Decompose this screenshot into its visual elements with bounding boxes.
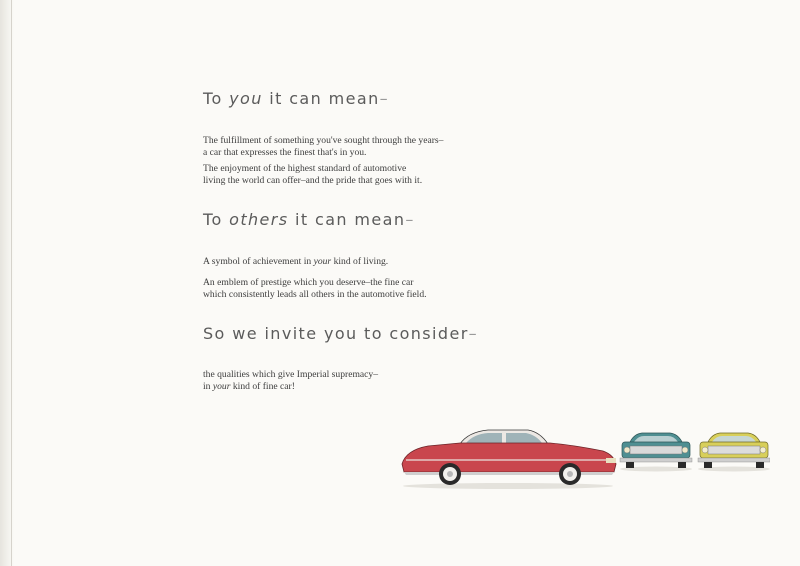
heading-invite: So we invite you to consider– bbox=[203, 324, 479, 343]
heading-to-you: To you it can mean– bbox=[203, 89, 390, 108]
yellow-car-front bbox=[698, 433, 770, 472]
heading-to-others: To others it can mean– bbox=[203, 210, 415, 229]
paragraph-fulfillment: The fulfillment of something you've sought through the years– a car that expresses the finest that's in you. bbox=[203, 135, 444, 158]
page-fold-line bbox=[11, 0, 12, 566]
paragraph-emblem: An emblem of prestige which you deserve–the fine car which consistently leads all others in the automotive field. bbox=[203, 277, 427, 300]
paragraph-enjoyment: The enjoyment of the highest standard of automotive living the world can offer–and the pride that goes with it. bbox=[203, 163, 423, 186]
paragraph-qualities: the qualities which give Imperial supremacy– in your kind of fine car! bbox=[203, 369, 379, 392]
red-hardtop-car bbox=[402, 430, 616, 489]
teal-car-front bbox=[620, 433, 692, 472]
paragraph-symbol: A symbol of achievement in your kind of living. bbox=[203, 256, 389, 267]
cars-illustration bbox=[398, 424, 770, 490]
